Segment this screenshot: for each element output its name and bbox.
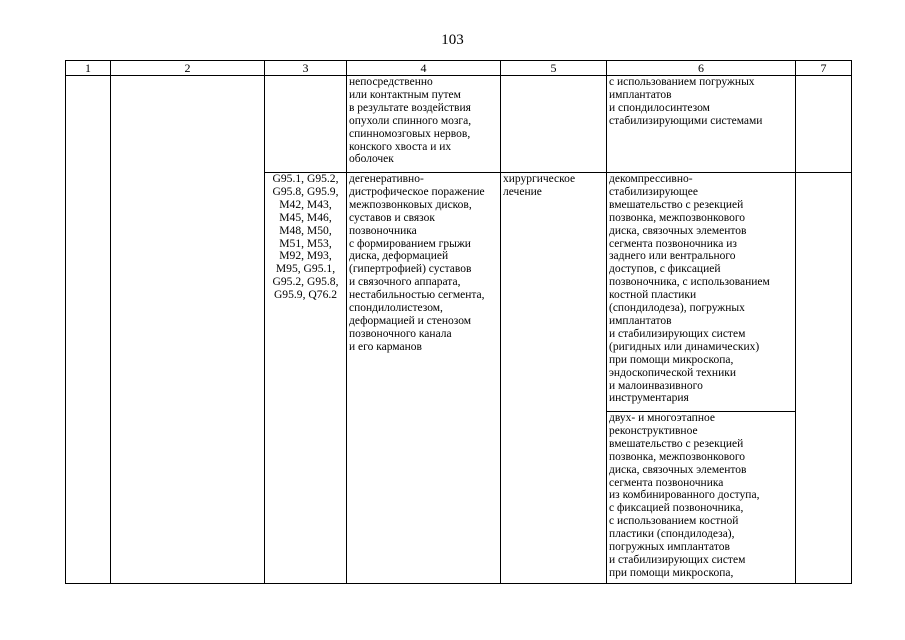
cell-col-2 [111,76,265,584]
cell-method-decompressive: декомпрессивно- стабилизирующее вмешательство с резекцией позвонка, межпозвонкового диска, связочных элементов сегмента позвоночника из заднего или вентрального доступов, с фиксацией позвоночника, с использованием костной пластики (спондилодеза), погружных имплантатов и стабилизирующих систем (ригидных или динамических) при помощи микроскопа, эндоскопической техники и малоинвазивного инструментария [607,173,796,412]
cell-col-1 [66,76,111,584]
table-row [66,76,852,173]
header-col-2: 2 [111,61,265,76]
cell-icd-codes: G95.1, G95.2, G95.8, G95.9, M42, M43, M45, M46, M48, M50, M51, M53, M92, M93, M95, G95.1, G95.2, G95.8, G95.9, Q76.2 [265,173,347,584]
cell-diagnosis-continued: непосредственно или контактным путем в результате воздействия опухоли спинного мозга, спинномозговых нервов, конского хвоста и их оболочек [347,76,501,173]
header-row [66,61,852,76]
cell-method-continued: с использованием погружных имплантатов и спондилосинтезом стабилизирующими системами [607,76,796,173]
header-col-1: 1 [66,61,111,76]
cell-diagnosis: дегенеративно- дистрофическое поражение межпозвонковых дисков, суставов и связок позвоночника с формированием грыжи диска, деформацией (гипертрофией) суставов и связочного аппарата, нестабильностью сегмента, спондилолистезом, деформацией и стенозом позвоночного канала и его карманов [347,173,501,584]
cell-col-7-row2 [796,173,852,584]
procedures-table [65,60,852,584]
header-col-5: 5 [501,61,607,76]
header-col-3: 3 [265,61,347,76]
cell-treatment-empty [501,76,607,173]
header-col-6: 6 [607,61,796,76]
cell-treatment-type: хирургическое лечение [501,173,607,584]
header-col-4: 4 [347,61,501,76]
page-number: 103 [441,32,464,48]
cell-method-reconstructive: двух- и многоэтапное реконструктивное вмешательство с резекцией позвонка, межпозвонкового диска, связочных элементов сегмента позвоночника из комбинированного доступа, с фиксацией позвоночника, с использованием костной пластики (спондилодеза), погружных имплантатов и стабилизирующих систем при помощи микроскопа, [607,412,796,584]
cell-col-3-empty [265,76,347,173]
cell-col-7-row1 [796,76,852,173]
header-col-7: 7 [796,61,852,76]
